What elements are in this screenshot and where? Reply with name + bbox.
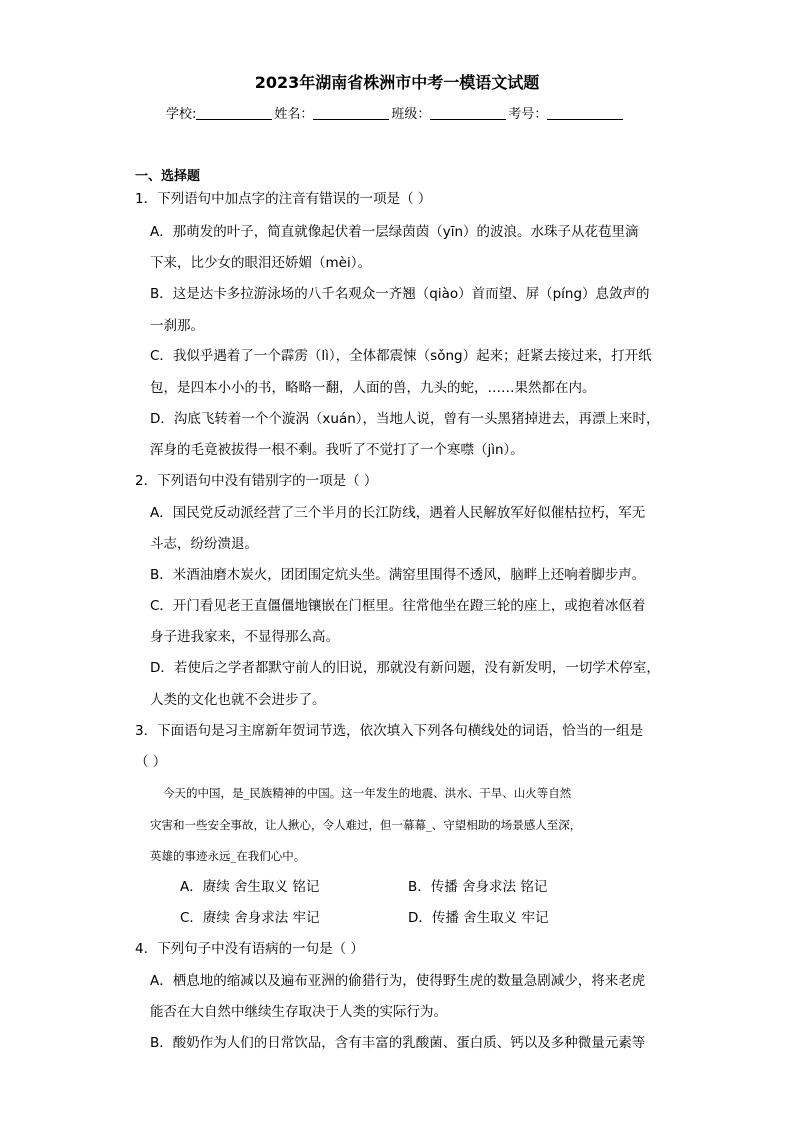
name-blank[interactable] [313, 107, 389, 120]
question-4-option-a-continued: 能否在大自然中继续生存取决于人类的实际行为。 [150, 1004, 447, 1020]
exam-number-blank[interactable] [547, 107, 623, 120]
class-blank[interactable] [430, 107, 506, 120]
question-3-option-b: B．传播 舍身求法 铭记 [408, 879, 548, 895]
exam-title: 2023年湖南省株洲市中考一模语文试题 [254, 73, 540, 92]
question-1-option-d-continued: 浑身的毛竟被拔得一根不剩。我听了不觉打了一个寒噤（jìn）。 [150, 442, 524, 458]
exam-number-label: 考号： [508, 107, 548, 122]
school-label: 学校: [166, 107, 197, 122]
question-4-option-a: A．栖息地的缩减以及遍布亚洲的偷猎行为，使得野生虎的数量急剧减少，将来老虎 [150, 973, 646, 989]
question-3-option-d: D．传播 舍生取义 牢记 [408, 910, 549, 926]
question-2-option-d: D．若使后之学者都默守前人的旧说，那就没有新问题，没有新发明，一切学术停室， [150, 660, 660, 676]
question-2-stem: 2．下列语句中没有错别字的一项是（ ） [135, 473, 378, 489]
school-blank[interactable] [196, 107, 272, 120]
question-2-option-a-continued: 斗志，纷纷溃退。 [150, 536, 258, 552]
question-3-option-a: A．赓续 舍生取义 铭记 [180, 879, 320, 895]
question-2-option-c: C．开门看见老王直僵僵地镶嵌在门框里。往常他坐在蹬三轮的座上，或抱着冰伛着 [150, 598, 646, 614]
question-1-option-d: D．沟底飞转着一个个漩涡（xuán），当地人说，曾有一头黑猪掉进去，再漂上来时， [150, 411, 660, 427]
question-4-stem: 4．下列句子中没有语病的一句是（ ） [135, 941, 364, 957]
question-1-option-b: B．这是达卡多拉游泳场的八千名观众一齐翘（qiào）首而望、屏（píng）息敛声的 [150, 286, 650, 302]
question-1-option-c-continued: 包，是四本小小的书，略略一翻，人面的兽，九头的蛇，……果然都在内。 [150, 380, 596, 396]
question-3-stem-continued: （ ） [135, 754, 167, 770]
question-1-option-b-continued: 一刹那。 [150, 318, 204, 334]
question-1-stem: 1．下列语句中加点字的注音有错误的一项是（ ） [135, 191, 432, 207]
question-3-passage-line: 今天的中国，是_民族精神的中国。这一年发生的地震、洪水、干旱、山火等自然 [163, 786, 572, 800]
question-2-option-b: B．米酒油磨木炭火，团团围定炕头坐。满窑里围得不透风，脑畔上还响着脚步声。 [150, 567, 646, 583]
section-heading: 一、选择题 [135, 169, 201, 184]
question-3-passage-line: 英雄的事迹永远_在我们心中。 [150, 849, 306, 863]
question-2-option-c-continued: 身子进我家来，不显得那么高。 [150, 629, 339, 645]
class-label: 班级： [391, 107, 431, 122]
question-1-option-c: C．我似乎遇着了一个霹雳（lì），全体都震悚（sǒng）起来；赶紧去接过来，打开纸 [150, 348, 652, 364]
question-1-option-a-continued: 下来，比少女的眼泪还娇媚（mèi）。 [150, 255, 371, 271]
name-label: 姓名： [274, 107, 314, 122]
question-2-option-d-continued: 人类的文化也就不会进步了。 [150, 692, 326, 708]
question-4-option-b: B．酸奶作为人们的日常饮品，含有丰富的乳酸菌、蛋白质、钙以及多种微量元素等 [150, 1035, 646, 1051]
question-3-option-c: C．赓续 舍身求法 牢记 [180, 910, 320, 926]
student-info-line [166, 103, 625, 122]
question-3-stem: 3．下面语句是习主席新年贺词节选，依次填入下列各句横线处的词语，恰当的一组是 [135, 723, 644, 739]
question-2-option-a: A．国民党反动派经营了三个半月的长江防线，遇着人民解放军好似催枯拉朽，军无 [150, 505, 646, 521]
question-1-option-a: A．那萌发的叶子，简直就像起伏着一层绿茵茵（yīn）的波浪。水珠子从花苞里滴 [150, 224, 639, 240]
question-3-passage-line: 灾害和一些安全事故，让人揪心，令人难过，但一幕幕_、守望相助的场景感人至深， [150, 818, 582, 832]
